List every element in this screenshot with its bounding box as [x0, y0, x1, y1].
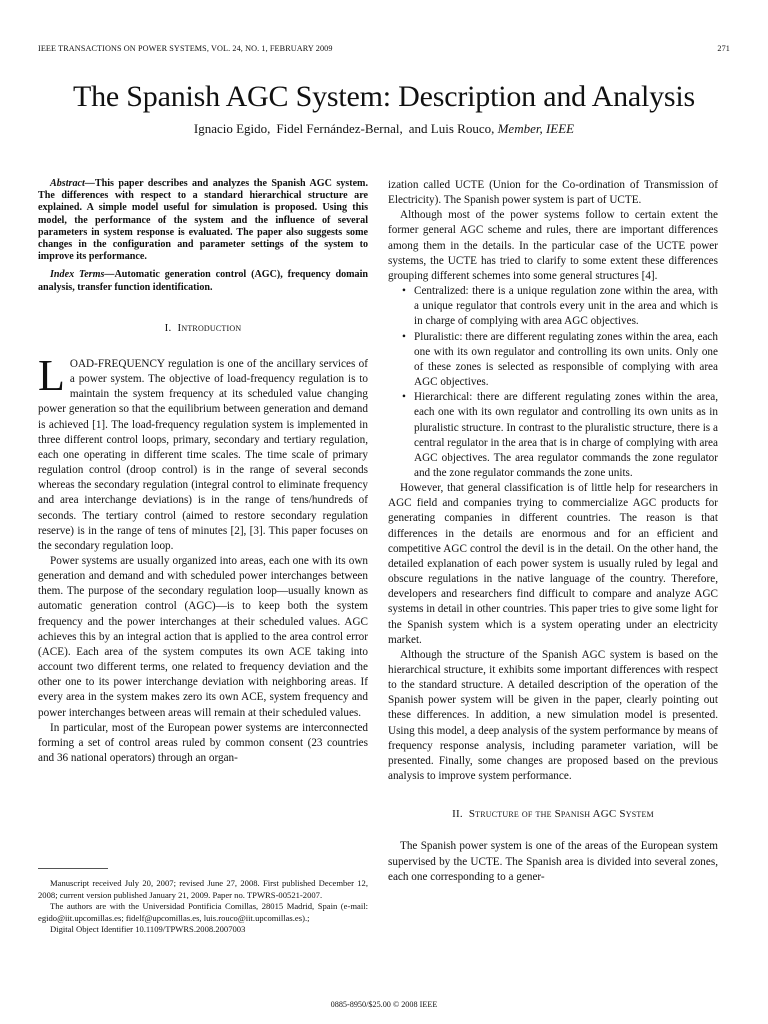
abstract-text: This paper describes and analyzes the Spanish AGC system. The differences with respect to a standard hierarchical structure are explained. A simple model useful for simulation is proposed. Using this model, the performance of the system and the influence of several parameters in system response is evaluated. The paper also suggests some changes in the configuration and parameter settings of the system to improve its performance.	[38, 178, 368, 263]
footnote-rule	[38, 868, 108, 869]
intro-paragraph-3: In particular, most of the European power systems are interconnected forming a set of control areas ruled by common consent (23 countries and 36 national operators) through an organ-	[38, 721, 368, 765]
paragraph: However, that general classification is of little help for researchers in AGC field and companies trying to commercialize AGC products for generating companies in different countries. The reason is that differences in the details are enormous and for an efficient and competitive AGC control the devil is in the detail. On the other hand, the detailed explanation of each power system is usually ruled by legal and obscure regulations in the native language of the country. Therefore, developers and researchers find difficult to compare and analyze AGC systems in detail in other countries. This paper tries to give some light for the Spanish system which is a system operating under an electricity market.	[388, 482, 718, 646]
bullet-icon: •	[402, 285, 406, 298]
paragraph-continued: ization called UCTE (Union for the Co-ordination of Transmission of Electricity). The Spanish power system is part of UCTE.	[388, 179, 718, 207]
author-name: Ignacio Egido,	[193, 121, 271, 136]
list-item-text: Pluralistic: there are different regulating zones within the area, each one with its own regulator and controlling its own units. Only one of these zones is selected as responsible of complying with area AGC objectives.	[414, 330, 718, 389]
footnotes	[38, 878, 368, 936]
index-terms-text: Automatic generation control (AGC), frequency domain analysis, transfer function identification.	[38, 269, 368, 293]
abstract-label: Abstract—	[50, 178, 95, 189]
bullet-icon: •	[402, 391, 406, 404]
structure-list	[400, 284, 718, 481]
author-line	[0, 121, 768, 137]
page-number: 271	[717, 44, 730, 53]
section-number: II.	[452, 808, 463, 821]
running-header	[38, 44, 730, 58]
paragraph: Although most of the power systems follow to certain extent the former general AGC scheme and rules, there are important differences among them in the details. In the particular case of the UCTE power systems, the UCTE has tried to clarify to some extent these differences grouping different schemes into some general structures [4].	[388, 209, 718, 282]
list-item	[400, 284, 718, 329]
index-terms	[38, 269, 368, 293]
author-membership: Member, IEEE	[497, 121, 575, 136]
right-column	[388, 178, 718, 885]
intro-paragraph-1	[38, 350, 368, 554]
paragraph: Although the structure of the Spanish AGC system is based on the hierarchical structure, it exhibits some important differences with respect to the standard structure. A detailed description of the operation of the Spanish power system will be given in the paper, clearly pointing out these differences. In addition, a new simulation model is presented. Using this model, a deep analysis of the system performance by means of frequency response analysis, including parameter variation, will be presented. Finally, some changes are proposed based on the previous analysis to improve system performance.	[388, 648, 718, 783]
bullet-icon: •	[402, 330, 406, 343]
paragraph-text: OAD-FREQUENCY regulation is one of the ancillary services of a power system. The objective of load-frequency regulation is to maintain the system frequency at its scheduled value changing power generation so that the equilibrium between generation and demand is achieved [1]. The load-frequency regulation system is implemented in three different control loops, primary, secondary and tertiary regulation, each one operating in different time scales. The time scale of primary regulation control (droop control) is in the range of several seconds whereas the secondary regulation (integral control to eliminate frequency and area interchange deviations) is in the range of tens/hundreds of seconds. The tertiary control (aimed to restore secondary regulation reserve) is in the range of tens of minutes [2], [3]. This paper focuses on the secondary regulation loop.	[38, 357, 368, 552]
drop-cap: L	[38, 350, 65, 400]
journal-citation: IEEE TRANSACTIONS ON POWER SYSTEMS, VOL. 24, NO. 1, FEBRUARY 2009	[38, 44, 333, 53]
author-name: Luis Rouco,	[430, 121, 495, 136]
paragraph: The Spanish power system is one of the areas of the European system supervised by the UCTE. The Spanish area is divided into several zones, each one corresponding to a gener-	[388, 840, 718, 883]
list-item-text: Hierarchical: there are different regulating zones within the area, each one with its own regulator and controlling its own units as in pluralistic structure. In contrast to the pluralistic structure, there is a central regulator in the area that is in charge of complying with area AGC objectives. The area regulator commands the zone regulator and the zone regulator commands the zone units.	[414, 391, 718, 479]
copyright-footer: 0885-8950/$25.00 © 2008 IEEE	[330, 1000, 438, 1009]
author-conjunction: and	[408, 121, 428, 136]
section-title: Introduction	[177, 321, 242, 334]
section-title: Structure of the Spanish AGC System	[468, 808, 654, 821]
section-heading-introduction	[38, 321, 368, 336]
list-item	[400, 390, 718, 481]
section-heading-structure	[388, 807, 718, 822]
list-item-text: Centralized: there is a unique regulation zone within the area, with a unique regulator that controls every unit in the area and which is in charge of complying with area AGC objectives.	[414, 285, 718, 328]
abstract	[38, 178, 368, 263]
intro-paragraph-2: Power systems are usually organized into areas, each one with its own generation and demand and with scheduled power interchanges between them. The purpose of the secondary regulation loop—usually known as automatic generation control (AGC)—is to keep both the system frequency and the power interchanges at their scheduled values. AGC achieves this by an integral action that is applied to the area control error (ACE). Each area of the system computes its own ACE taking into account two different terms, one related to frequency deviation and the other one to its power interchange deviation with neighboring areas. If every area in the system makes zero its own ACE, system frequency and power interchanges between areas will remain at their scheduled values.	[38, 555, 368, 719]
list-item	[400, 330, 718, 391]
section-number: I.	[164, 321, 172, 334]
author-name: Fidel Fernández-Bernal,	[276, 121, 403, 136]
footnote-affiliation: The authors are with the Universidad Pontificia Comillas, 28015 Madrid, Spain (e-mail: egido@iit.upcomillas.es; fidelf@upcomillas.es, luis.rouco@iit.upcomillas.es).;	[38, 901, 368, 923]
left-column	[38, 178, 368, 766]
paper-title: The Spanish AGC System: Description and Analysis	[72, 80, 696, 113]
index-terms-label: Index Terms—	[50, 269, 115, 281]
footnote-doi: Digital Object Identifier 10.1109/TPWRS.2008.2007003	[50, 924, 246, 934]
footnote-manuscript: Manuscript received July 20, 2007; revised June 27, 2008. First published December 12, 2008; current version published January 21, 2009. Paper no. TPWRS-00521-2007.	[38, 878, 368, 900]
